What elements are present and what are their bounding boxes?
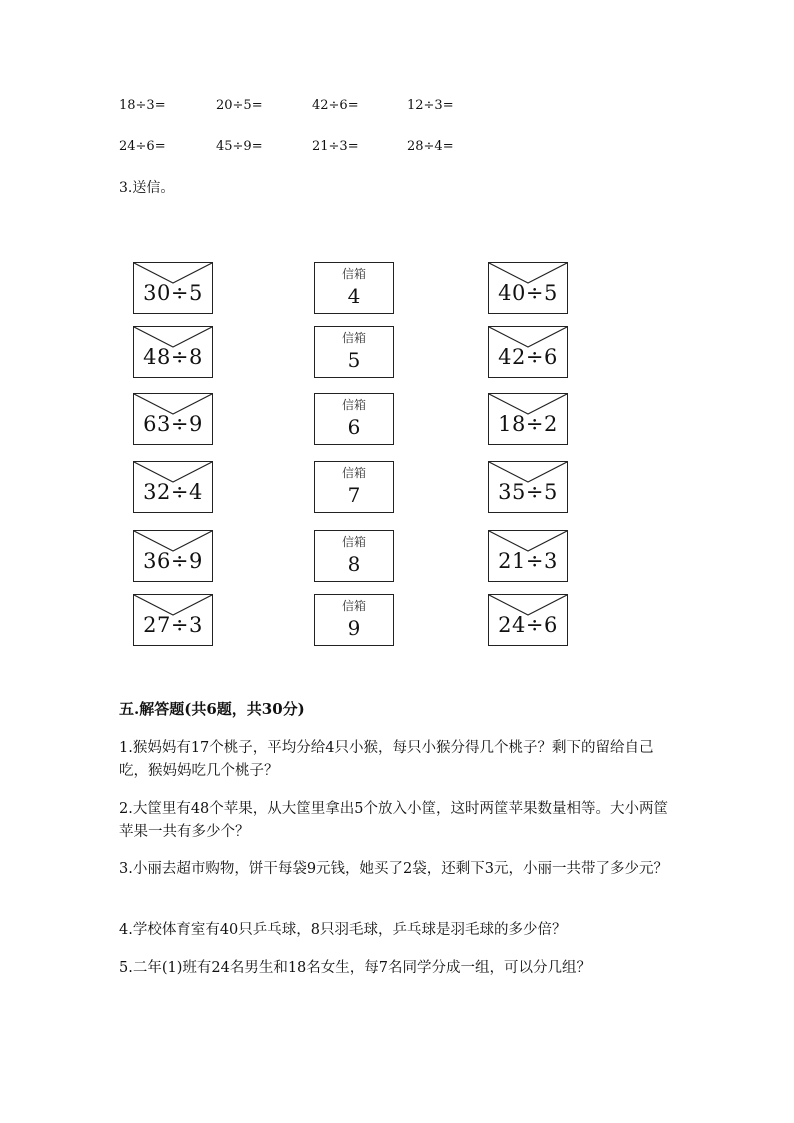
section-3-label: 3.送信。: [119, 180, 175, 196]
mailbox-number: 6: [347, 415, 361, 439]
envelope-expression: 30÷5: [143, 281, 203, 305]
envelope: [488, 393, 568, 445]
mailbox: [314, 594, 394, 646]
envelope-expression: 42÷6: [498, 345, 558, 369]
calc-item: 28÷4=: [407, 139, 454, 154]
mailbox-label: 信箱: [341, 466, 366, 480]
calc-item: 21÷3=: [312, 139, 359, 154]
calc-item: 45÷9=: [216, 139, 263, 154]
envelope: [488, 326, 568, 378]
mailbox: [314, 393, 394, 445]
envelope-expression: 35÷5: [498, 480, 558, 504]
mailbox-label: 信箱: [341, 331, 366, 345]
question-5: 5.二年(1)班有24名男生和18名女生，每7名同学分成一组，可以分几组？: [119, 960, 591, 976]
mailbox-label: 信箱: [341, 267, 366, 281]
mailbox-number: 8: [347, 552, 361, 576]
mailbox-number: 7: [347, 483, 361, 507]
calc-item: 24÷6=: [119, 139, 166, 154]
calc-item: 12÷3=: [407, 98, 454, 113]
envelope-expression: 21÷3: [498, 549, 558, 573]
mailbox-number: 4: [347, 284, 361, 308]
mailbox-label: 信箱: [341, 398, 366, 412]
question-3: 3.小丽去超市购物，饼干每袋9元钱，她买了2袋，还剩下3元，小丽一共带了多少元？: [119, 861, 669, 877]
envelope-expression: 36÷9: [143, 549, 203, 573]
envelope: [488, 461, 568, 513]
question-2: 2.大筐里有48个苹果，从大筐里拿出5个放入小筐，这时两筐苹果数量相等。大小两筐苹果一共有多少个？: [119, 801, 669, 840]
calc-item: 20÷5=: [216, 98, 263, 113]
envelope: [133, 326, 213, 378]
envelope: [488, 262, 568, 314]
envelope: [133, 262, 213, 314]
envelope-expression: 63÷9: [143, 412, 203, 436]
question-1: 1.猴妈妈有17个桃子，平均分给4只小猴，每只小猴分得几个桃子？剩下的留给自己吃，猴妈妈吃几个桃子？: [119, 740, 654, 779]
envelope-expression: 40÷5: [498, 281, 558, 305]
mailbox-label: 信箱: [341, 535, 366, 549]
mailbox: [314, 530, 394, 582]
question-4: 4.学校体育室有40只乒乓球，8只羽毛球，乒乓球是羽毛球的多少倍？: [119, 922, 567, 938]
envelope: [133, 530, 213, 582]
mailbox: [314, 262, 394, 314]
envelope: [133, 461, 213, 513]
envelope-expression: 18÷2: [498, 412, 558, 436]
envelope-expression: 24÷6: [498, 613, 558, 637]
mailbox: [314, 461, 394, 513]
envelope: [488, 594, 568, 646]
mailbox-label: 信箱: [341, 599, 366, 613]
calc-item: 18÷3=: [119, 98, 166, 113]
envelope: [133, 594, 213, 646]
calc-item: 42÷6=: [312, 98, 359, 113]
envelope-expression: 27÷3: [143, 613, 203, 637]
envelope: [488, 530, 568, 582]
mailbox: [314, 326, 394, 378]
envelope-expression: 48÷8: [143, 345, 203, 369]
mailbox-number: 5: [347, 348, 361, 372]
envelope-expression: 32÷4: [143, 480, 203, 504]
section-5-heading: 五.解答题(共6题，共30分): [119, 700, 305, 718]
mailbox-number: 9: [347, 616, 361, 640]
envelope: [133, 393, 213, 445]
